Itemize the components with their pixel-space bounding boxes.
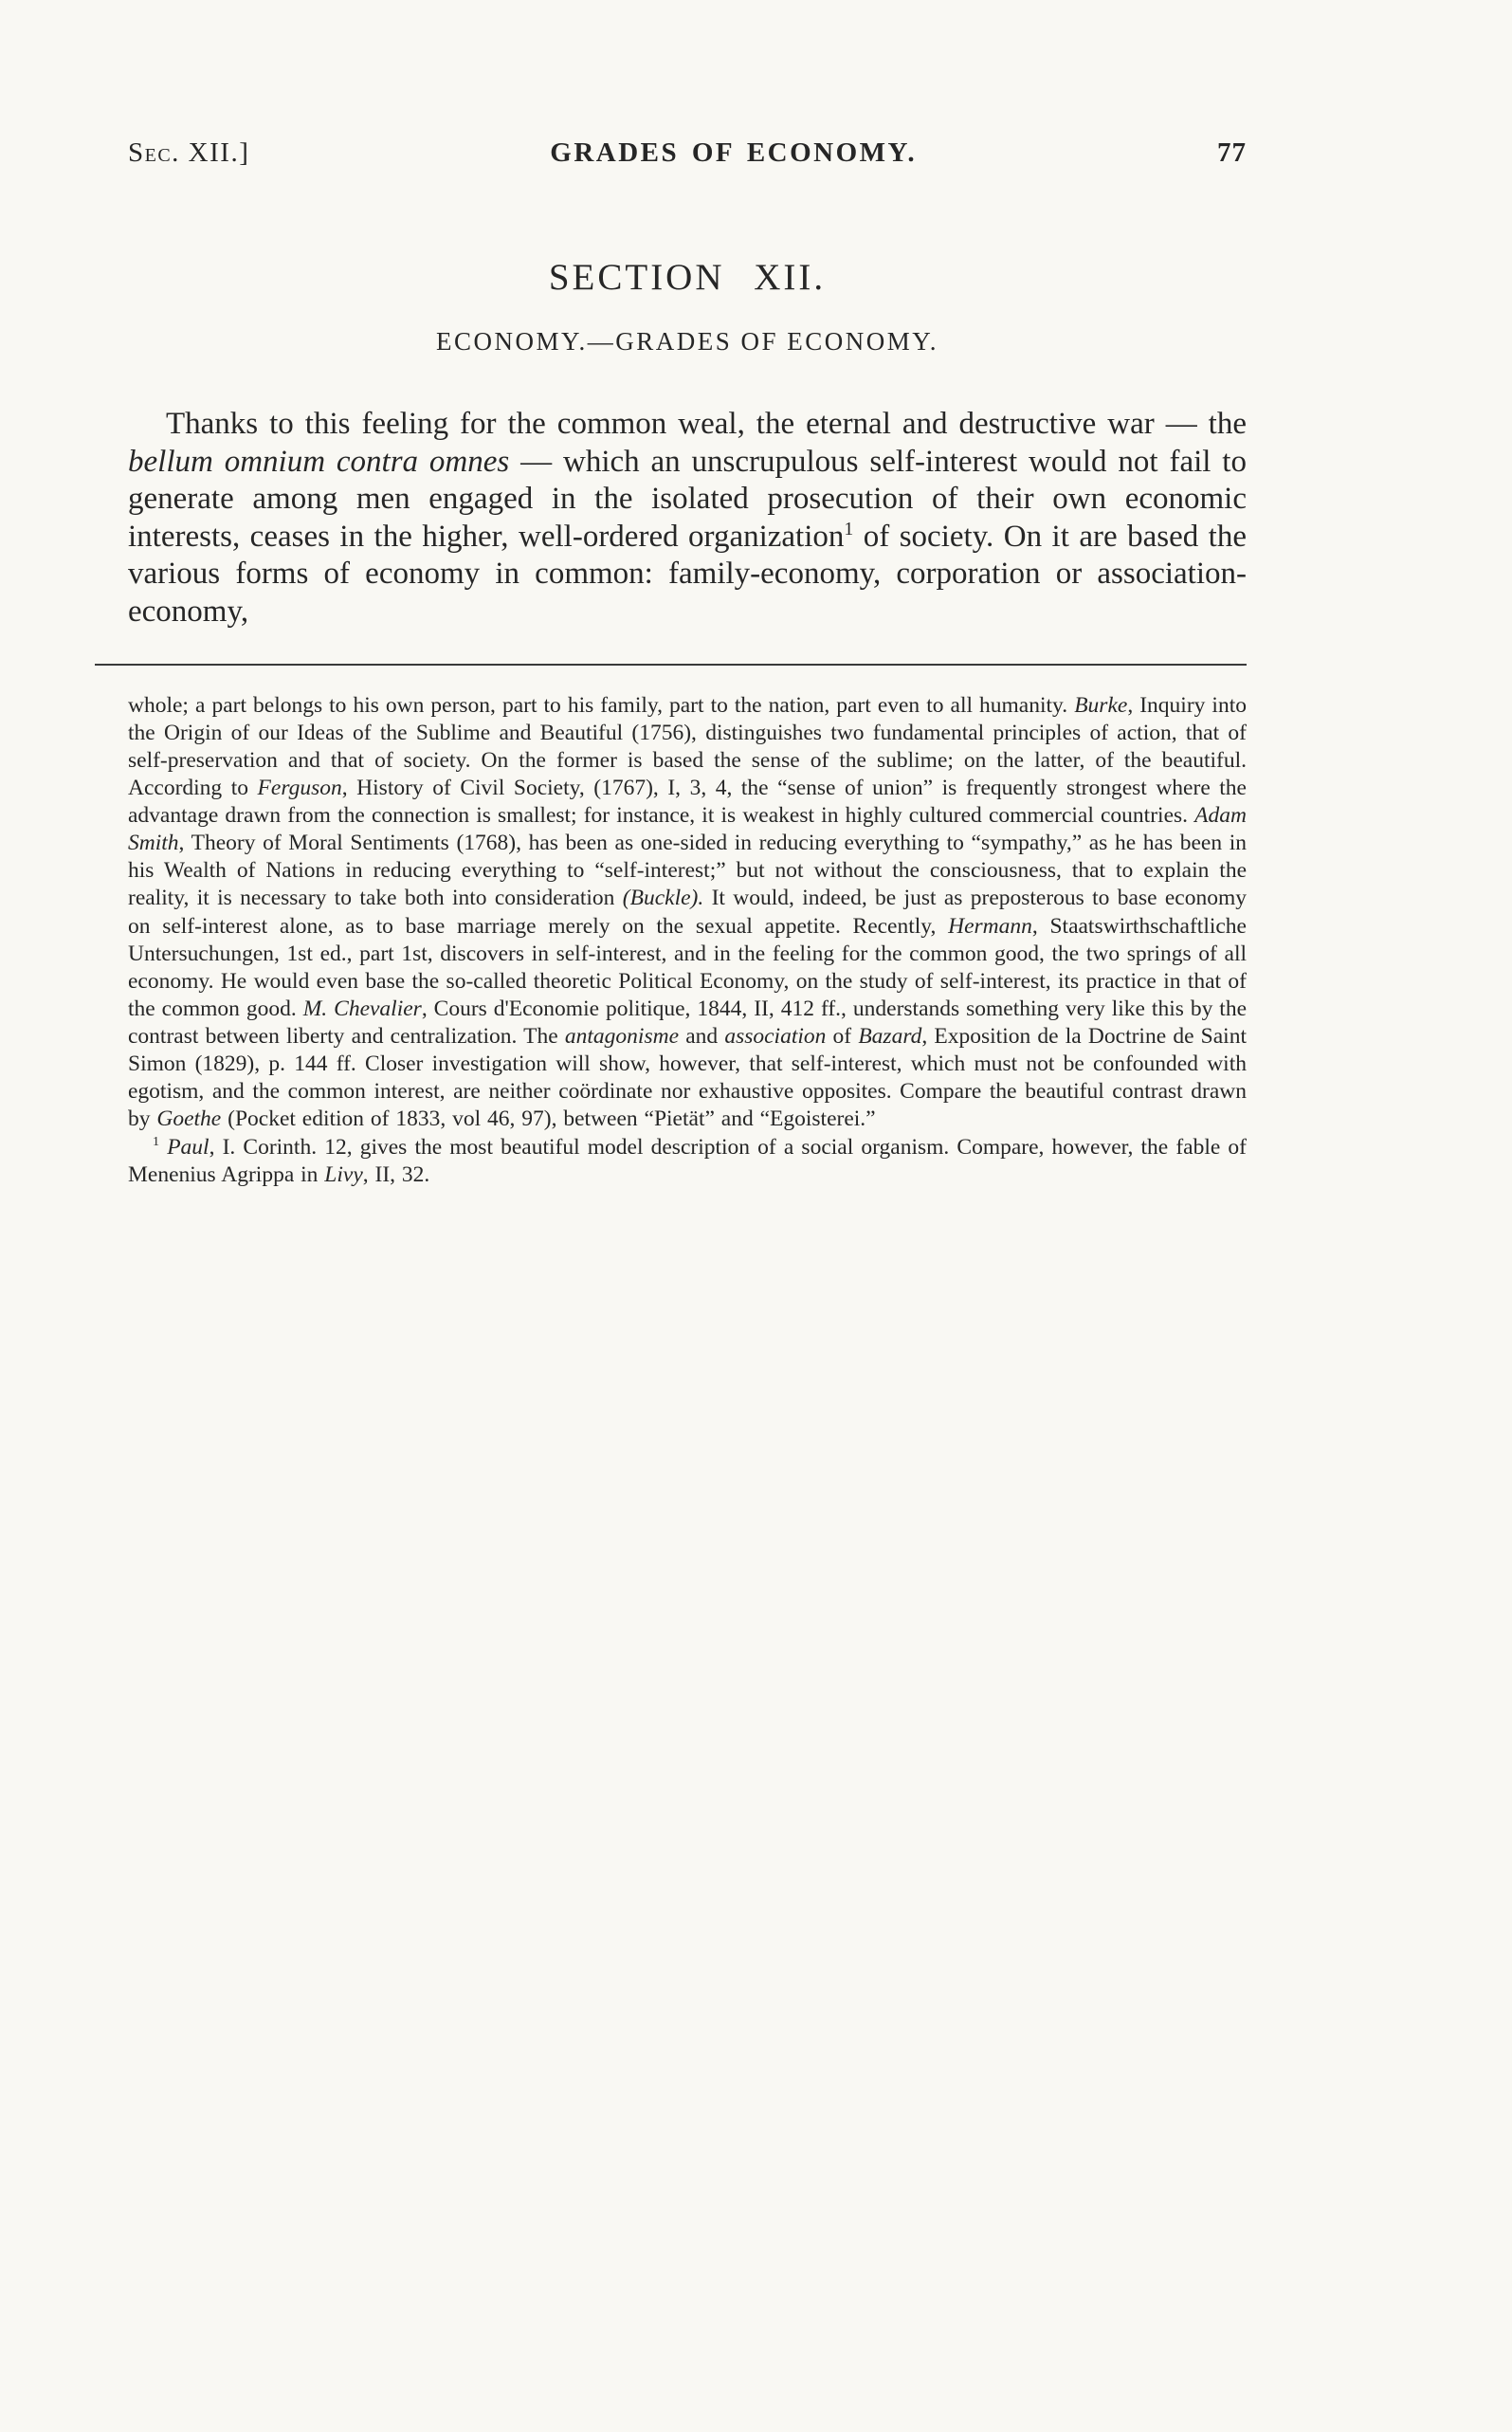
header-section-label: Sec. XII.]	[128, 137, 250, 168]
footnote-1: $^1$ Paul, I. Corinth. 12, gives the most beautiful model description of a social organism. Compare, however, the fable of Menenius Agrippa in Livy, II, 32.	[128, 1133, 1248, 1187]
footnote-continuation: whole; a part belongs to his own person, part to his family, part to the nation, part even to all humanity. Burke, Inquiry into the Origin of our Ideas of the Sublime and Beautiful (1756), distinguishes two fundamental principles of action, that of self-preservation and that of society. On the former is based the sense of the sublime; on the latter, of the beautiful. According to Ferguson, History of Civil Society, (1767), I, 3, 4, the “sense of union” is frequently strongest where the advantage drawn from the connection is smallest; for instance, it is weakest in highly cultured commercial countries. Adam Smith, Theory of Moral Sentiments (1768), has been as one-sided in reducing everything to “sympathy,” as he has been in his Wealth of Nations in reducing everything to “self-interest;” but not without the consciousness, that to explain the reality, it is necessary to take both into consideration (Buckle). It would, indeed, be just as preposterous to base economy on self-interest alone, as to base marriage merely on the sexual appetite. Recently, Hermann, Staatswirthschaftliche Untersuchungen, 1st ed., part 1st, discovers in self-interest, and in the feeling for the common good, the two springs of all economy. He would even base the so-called theoretic Political Economy, on the study of self-interest, its practice in that of the common good. M. Chevalier, Cours d'Economie politique, 1844, II, 412 ff., understands something very like this by the contrast between liberty and centralization. The antagonisme and association of Bazard, Exposition de la Doctrine de Saint Simon (1829), p. 144 ff. Closer investigation will show, however, that self-interest, which must not be confounded with egotism, and the common interest, are neither coördinate nor exhaustive opposites. Compare the beautiful contrast drawn by Goethe (Pocket edition of 1833, vol 46, 97), between “Pietät” and “Egoisterei.”	[128, 692, 1248, 1132]
section-title: SECTION XII.	[548, 257, 827, 298]
footnote-separator-rule	[95, 664, 1247, 666]
header-running-title: GRADES OF ECONOMY.	[550, 137, 918, 168]
running-header	[128, 137, 1247, 169]
text-block	[128, 137, 1247, 1189]
section-subtitle: ECONOMY.—GRADES OF ECONOMY.	[435, 327, 939, 356]
body-paragraph: Thanks to this feeling for the common weal, the eternal and destructive war — the bellum omnium contra omnes — which an unscrupulous self-interest would not fail to generate among men engaged in the isolated prosecution of their own economic interests, ceases in the higher, well-ordered organization$^1$ of society. On it are based the various forms of economy in common: family-economy, corporation or association-economy,	[128, 407, 1247, 629]
header-page-number: 77	[1216, 137, 1247, 168]
